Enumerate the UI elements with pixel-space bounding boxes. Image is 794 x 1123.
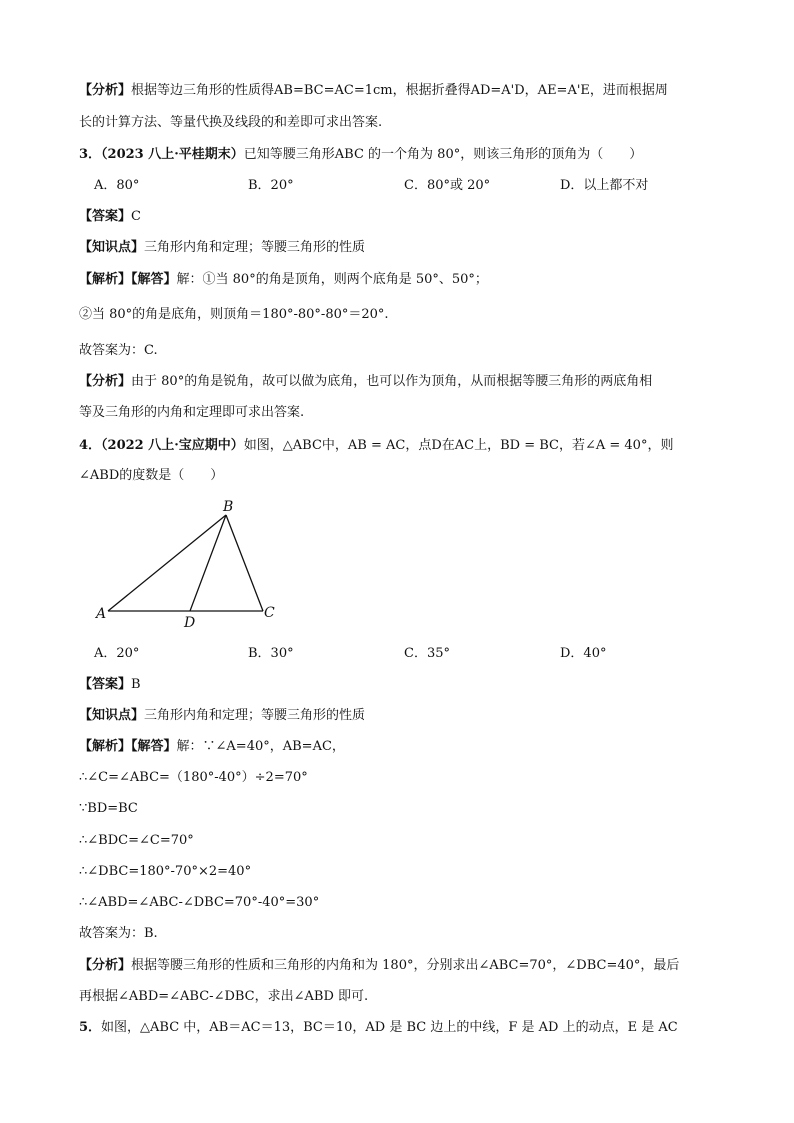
solution-text: 解：∵∠A=40°，AB=AC， — [176, 739, 345, 754]
question-4-analysis-1 — [79, 957, 679, 975]
question-4-answer — [79, 676, 141, 694]
question-source: （2023 八上·平桂期末） — [101, 147, 244, 162]
answer-tag: 【答案】 — [79, 677, 132, 692]
option-b: B．30° — [248, 646, 294, 661]
question-3-options — [94, 177, 734, 195]
knowledge-text: 三角形内角和定理；等腰三角形的性质 — [144, 708, 366, 723]
prev-analysis-line-1 — [79, 82, 668, 100]
solution-text: 解：①当 80°的角是顶角，则两个底角是 50°、50°； — [176, 272, 488, 287]
label-d: D — [184, 615, 196, 631]
solution-step: ∵BD=BC — [79, 801, 138, 816]
solution-tag: 【解析】【解答】 — [79, 272, 177, 287]
question-4-options — [94, 645, 734, 663]
question-number: 5． — [79, 1020, 102, 1035]
analysis-text: 由于 80°的角是锐角，故可以做为底角，也可以作为顶角，从而根据等腰三角形的两底角相 — [131, 374, 653, 389]
option-c: C．80°或 20° — [404, 178, 491, 193]
question-3-knowledge — [79, 239, 365, 257]
triangle-diagram — [92, 496, 292, 632]
question-4-solution-1 — [79, 738, 345, 756]
option-d: D．40° — [560, 646, 607, 661]
answer-value: C — [131, 209, 141, 224]
answer-value: B — [131, 677, 141, 692]
option-b: B．20° — [248, 178, 294, 193]
label-c: C — [264, 605, 275, 621]
question-3-analysis-1 — [79, 373, 652, 391]
question-text: 已知等腰三角形ABC 的一个角为 80°，则该三角形的顶角为（ ） — [243, 147, 643, 162]
analysis-text: 根据等边三角形的性质得AB=BC=AC=1cm，根据折叠得AD=A'D，AE=A'E，进而根据周 — [131, 83, 668, 98]
solution-step: ∴∠ABD=∠ABC-∠DBC=70°-40°=30° — [79, 895, 320, 910]
question-number: 3． — [79, 147, 102, 162]
knowledge-tag: 【知识点】 — [79, 708, 145, 723]
question-3-solution-2: ②当 80°的角是底角，则顶角＝180°-80°-80°＝20°. — [79, 307, 389, 322]
question-text: 如图，△ABC 中，AB＝AC＝13，BC＝10，AD 是 BC 边上的中线，F 是 AD 上的动点，E 是 AC — [101, 1020, 678, 1035]
option-c: C．35° — [404, 646, 450, 661]
analysis-tag: 【分析】 — [79, 83, 132, 98]
solution-tag: 【解析】【解答】 — [79, 739, 177, 754]
knowledge-text: 三角形内角和定理；等腰三角形的性质 — [144, 240, 366, 255]
answer-tag: 【答案】 — [79, 209, 132, 224]
solution-step: ∴∠BDC=∠C=70° — [79, 833, 194, 848]
analysis-tag: 【分析】 — [79, 374, 132, 389]
question-4-knowledge — [79, 707, 365, 725]
analysis-text: 根据等腰三角形的性质和三角形的内角和为 180°，分别求出∠ABC=70°，∠DBC=40°，最后 — [131, 958, 680, 973]
analysis-tag: 【分析】 — [79, 958, 132, 973]
question-number: 4． — [79, 438, 102, 453]
option-a: A．80° — [94, 178, 140, 193]
question-4-analysis-2: 再根据∠ABD=∠ABC-∠DBC，求出∠ABD 即可. — [79, 989, 369, 1004]
solution-step: ∴∠DBC=180°-70°×2=40° — [79, 864, 252, 879]
knowledge-tag: 【知识点】 — [79, 240, 145, 255]
question-source: （2022 八上·宝应期中） — [101, 438, 244, 453]
triangle-figure — [92, 496, 292, 632]
question-3-solution-3: 故答案为：C. — [79, 343, 158, 358]
question-4-stem-1 — [79, 437, 673, 455]
question-3-analysis-2: 等及三角形的内角和定理即可求出答案. — [79, 405, 305, 420]
question-3-stem — [79, 146, 642, 164]
question-text: 如图，△ABC中，AB = AC，点D在AC上，BD = BC，若∠A = 40°，则 — [243, 438, 674, 453]
question-5-stem — [79, 1019, 678, 1037]
solution-step: 故答案为：B. — [79, 926, 158, 941]
label-b: B — [223, 499, 234, 515]
question-4-stem-2: ∠ABD的度数是（ ） — [79, 468, 224, 483]
label-a: A — [96, 606, 107, 622]
prev-analysis-line-2: 长的计算方法、等量代换及线段的和差即可求出答案. — [79, 115, 383, 130]
option-d: D．以上都不对 — [560, 178, 649, 193]
question-3-answer — [79, 208, 141, 226]
option-a: A．20° — [94, 646, 140, 661]
question-3-solution-1 — [79, 271, 488, 289]
solution-step: ∴∠C=∠ABC=（180°-40°）÷2=70° — [79, 770, 308, 785]
segment-bc — [226, 515, 263, 611]
